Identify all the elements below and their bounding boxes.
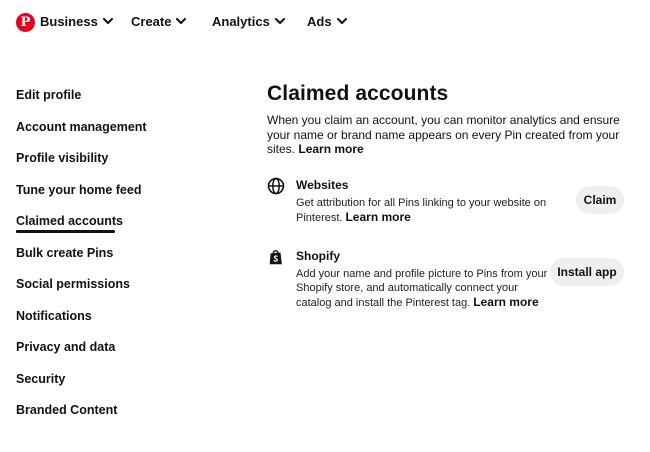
shopify-bag-icon [267, 248, 285, 266]
nav-ads-label: Ads [307, 14, 332, 29]
sidebar-item-notifications[interactable]: Notifications [16, 308, 92, 323]
globe-icon [267, 177, 285, 195]
settings-sidebar [16, 87, 216, 434]
websites-description [296, 197, 548, 226]
chevron-down-icon [275, 18, 285, 25]
nav-analytics[interactable] [212, 14, 285, 29]
nav-create-label: Create [131, 14, 172, 29]
page-title: Claimed accounts [267, 82, 449, 105]
chevron-down-icon [337, 18, 347, 25]
intro-body: When you claim an account, you can monitor analytics and ensure your name or brand name appears on every Pin created from your sites. [267, 113, 620, 156]
main-content [267, 82, 637, 309]
shopify-title: Shopify [296, 249, 340, 263]
websites-title: Websites [296, 178, 349, 192]
claim-button[interactable]: Claim [576, 186, 624, 214]
sidebar-item-claimed-accounts[interactable]: Claimed accounts [16, 214, 123, 228]
install-app-button[interactable]: Install app [550, 258, 624, 286]
nav-analytics-label: Analytics [212, 14, 270, 29]
intro-text [267, 113, 627, 157]
sidebar-item-profile-visibility[interactable]: Profile visibility [16, 151, 109, 165]
top-navigation [0, 0, 650, 46]
sidebar-item-edit-profile[interactable]: Edit profile [16, 88, 82, 102]
shopify-description-text: Add your name and profile picture to Pins from your Shopify store, and automatically connect your catalog and install the Pinterest tag. [296, 268, 548, 309]
websites-description-text: Get attribution for all Pins linking to your website on Pinterest. [296, 197, 547, 224]
sidebar-item-social-permissions[interactable]: Social permissions [16, 277, 130, 291]
sidebar-item-bulk-create-pins[interactable]: Bulk create Pins [16, 245, 114, 260]
pinterest-logo-icon[interactable]: P [16, 13, 35, 32]
nav-create[interactable] [131, 14, 186, 29]
sidebar-item-security[interactable]: Security [16, 371, 66, 386]
websites-learn-more-link[interactable]: Learn more [345, 209, 411, 224]
sidebar-item-account-management[interactable]: Account management [16, 119, 147, 134]
active-item-underline [16, 230, 115, 233]
sidebar-item-branded-content[interactable]: Branded Content [16, 403, 118, 417]
sidebar-item-tune-home-feed[interactable]: Tune your home feed [16, 182, 142, 197]
chevron-down-icon [103, 18, 113, 25]
nav-ads[interactable] [307, 14, 347, 29]
shopify-learn-more-link[interactable]: Learn more [473, 294, 539, 309]
nav-business[interactable] [40, 14, 113, 29]
nav-business-label: Business [40, 14, 98, 29]
intro-learn-more-link[interactable]: Learn more [298, 142, 364, 156]
chevron-down-icon [176, 18, 186, 25]
sidebar-item-privacy-and-data[interactable]: Privacy and data [16, 340, 116, 354]
shopify-description [296, 268, 548, 310]
